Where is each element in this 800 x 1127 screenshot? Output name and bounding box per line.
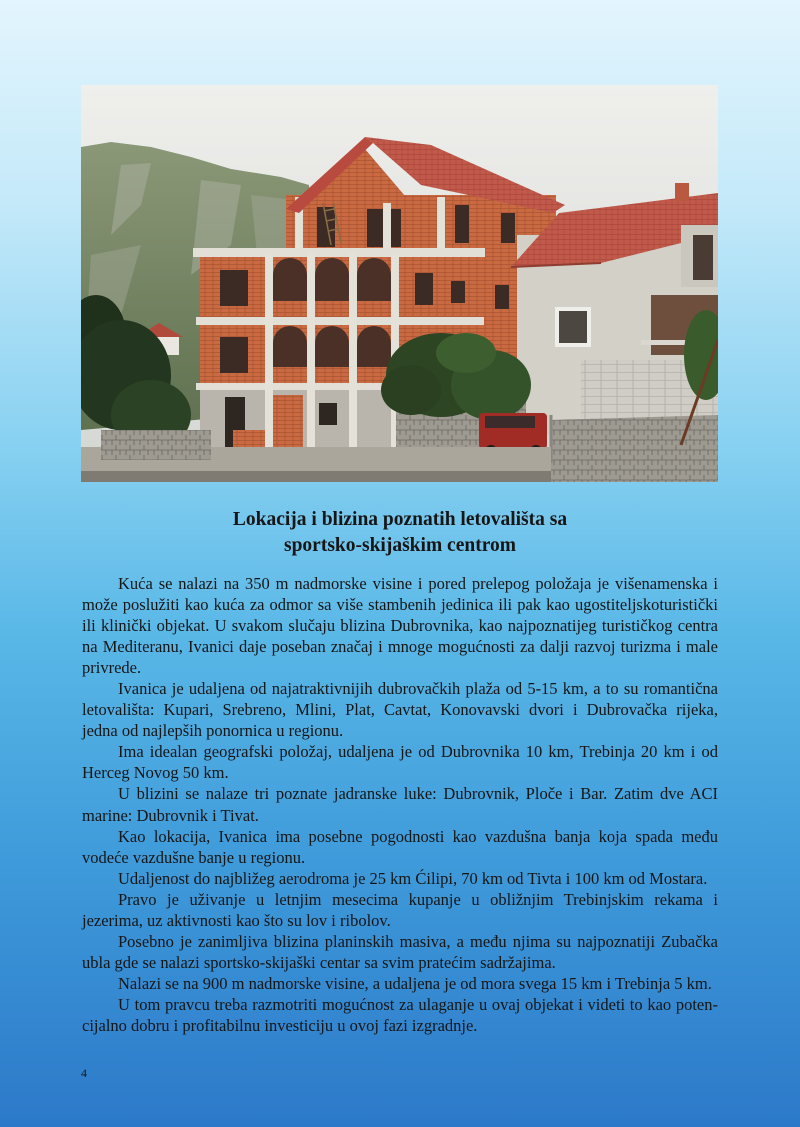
text-line: jezerima, uz aktivnosti kao što su lov i ribolov. [82, 910, 391, 930]
text-line: može poslužiti kao kuća za odmor sa više stambenih jedinica ili pak kao ugostiteljskoturistički [82, 595, 718, 615]
text-line: U tom pravcu treba razmotriti mogućnost za ulaganje u ovaj objekat i videti to kao poten- [118, 994, 718, 1014]
body-text [82, 573, 718, 1036]
text-line: U blizini se nalaze tri poznate jadranske luke: Dubrovnik, Ploče i Bar. Zatim dve ACI [118, 784, 718, 804]
text-line: Pravo je uživanje u letnjim mesecima kupanje u obližnjim Trebinjskim rekama i [118, 889, 718, 909]
text-line: vodeće vazdušne banje u regionu. [82, 847, 306, 867]
paragraph [82, 931, 718, 973]
text-line: Udaljenost do najbližeg aerodroma je 25 km Ćilipi, 70 km od Tivta i 100 km od Mostara. [118, 868, 708, 888]
paragraph [82, 678, 718, 741]
text-line: Ima idealan geografski položaj, udaljena je od Dubrovnika 10 km, Trebinja 20 km i od [118, 742, 718, 762]
text-line: Kao lokacija, Ivanica ima posebne pogodnosti kao vazdušna banja koja spada među [118, 826, 718, 846]
section-heading [0, 507, 800, 559]
paragraph [82, 573, 718, 678]
text-line: cijalno dobru i profitabilnu investiciju u ovoj fazi izgradnje. [82, 1015, 478, 1035]
paragraph [82, 994, 718, 1036]
text-line: Nalazi se na 900 m nadmorske visine, a udaljena je od mora svega 15 km i Trebinja 5 km. [118, 973, 712, 993]
text-line: privrede. [82, 658, 142, 678]
text-line: ubla gde se nalazi sportsko-skijaški centar sa svim pratećim sadržajima. [82, 952, 556, 972]
heading-line: sportsko-skijaškim centrom [283, 535, 517, 556]
paragraph [82, 826, 718, 868]
paragraph [82, 741, 718, 783]
text-line: na Mediteranu, Ivanici daje poseban značaj i mnoge mogućnosti za dalji razvoj turizma i male [82, 637, 718, 657]
text-line: Ivanica je udaljena od najatraktivnijih dubrovačkih plaža od 5-15 km, a to su romantična [118, 679, 718, 699]
text-line: Herceg Novog 50 km. [82, 763, 229, 783]
text-line: jedna od najlepših ponornica u regionu. [82, 721, 344, 741]
paragraph [82, 973, 718, 994]
text-line: marine: Dubrovnik i Tivat. [82, 805, 259, 825]
text-line: Kuća se nalazi na 350 m nadmorske visine i pored prelepog položaja je višenamenska i [118, 574, 718, 593]
paragraph [82, 868, 718, 889]
house-photo [81, 85, 718, 482]
paragraph [82, 783, 718, 825]
page-number: 4 [81, 1066, 87, 1080]
text-line: Posebno je zanimljiva blizina planinskih masiva, a među njima su najpoznatiji Zubačka [118, 931, 718, 951]
paragraph [82, 889, 718, 931]
heading-line: Lokacija i blizina poznatih letovališta sa [232, 509, 568, 530]
text-line: letovališta: Kupari, Srebreno, Mlini, Plat, Cavtat, Konovavski dvori i Dubrovačka rijeka, [82, 700, 718, 720]
text-line: ili klinički objekat. U svakom slučaju blizina Dubrovnika, kao najpoznatijeg turističkog centra [82, 616, 718, 636]
